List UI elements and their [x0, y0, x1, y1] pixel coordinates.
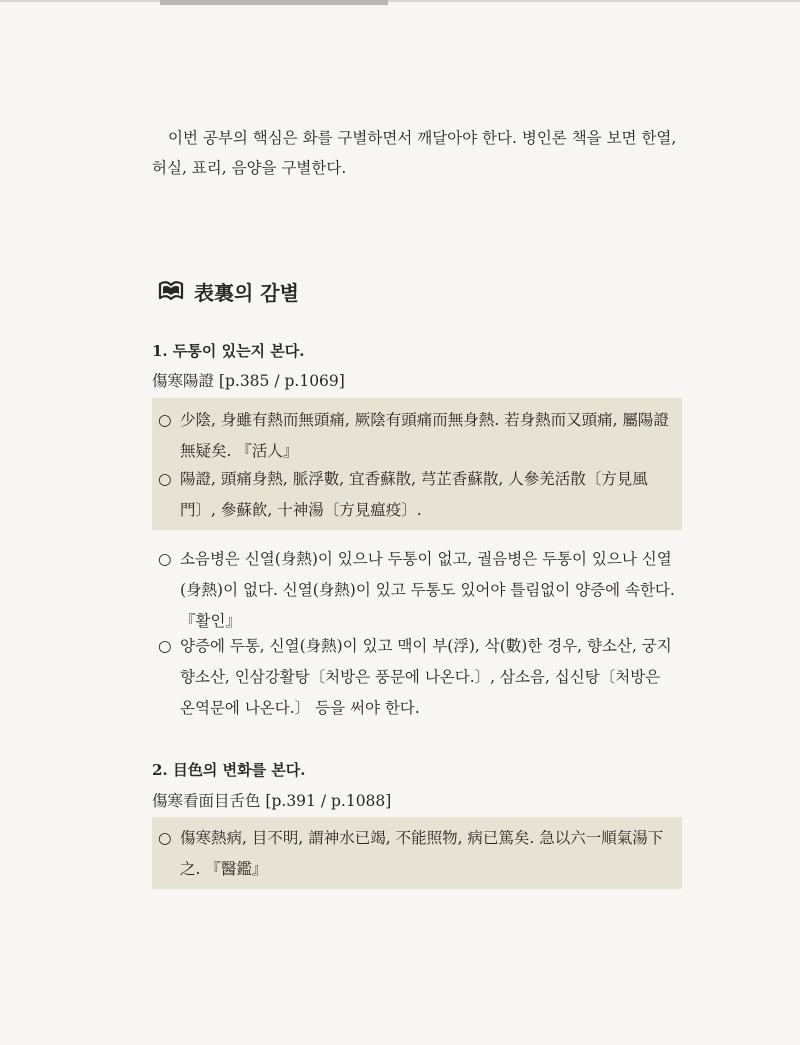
- scan-edge-line: [0, 0, 800, 2]
- translation-item: [158, 631, 678, 724]
- intro-paragraph: 이번 공부의 핵심은 화를 구별하면서 깨달아야 한다. 병인론 책을 보면 한열, 허실, 표리, 음양을 구별한다.: [152, 129, 677, 177]
- section-title-text: 表裏의 감별: [194, 280, 299, 305]
- bullet-marker: ○: [158, 829, 172, 847]
- translation-item: [158, 544, 678, 637]
- quote-text: 少陰, 身雖有熱而無頭痛, 厥陰有頭痛而無身熱. 若身熱而又頭痛, 屬陽證無疑矣. 『活人』: [180, 411, 669, 460]
- translation-text: 양증에 두통, 신열(身熱)이 있고 맥이 부(浮), 삭(數)한 경우, 향소산, 궁지향소산, 인삼강활탕〔처방은 풍문에 나온다.〕, 삼소음, 십신탕〔처방은 온역문에 나온다.〕 등을 써야 한다.: [180, 637, 672, 717]
- quote-text: 陽證, 頭痛身熱, 脈浮數, 宜香蘇散, 芎芷香蘇散, 人參羌活散〔方見風門〕, 參蘇飮, 十神湯〔方見瘟疫〕.: [180, 470, 648, 519]
- translation-text: 소음병은 신열(身熱)이 있으나 두통이 없고, 궐음병은 두통이 있으나 신열(身熱)이 없다. 신열(身熱)이 있고 두통도 있어야 틀림없이 양증에 속한다. 『활인』: [180, 550, 675, 630]
- section-title: [158, 276, 299, 306]
- book-icon: [158, 280, 184, 302]
- bullet-marker: ○: [158, 411, 172, 429]
- bullet-marker: ○: [158, 637, 172, 655]
- quote-item: [158, 823, 678, 885]
- section-1-heading: 1. 두통이 있는지 본다.: [152, 342, 305, 360]
- scan-edge-tab: [160, 0, 388, 5]
- bullet-marker: ○: [158, 550, 172, 568]
- quote-text: 傷寒熱病, 目不明, 謂神水已竭, 不能照物, 病已篤矣. 急以六一順氣湯下之. 『醫鑑』: [180, 829, 664, 878]
- section-2-source: 傷寒看面目舌色 [p.391 / p.1088]: [152, 792, 392, 810]
- section-1-source: 傷寒陽證 [p.385 / p.1069]: [152, 372, 345, 390]
- quote-item: [158, 464, 678, 526]
- section-2-heading: 2. 目色의 변화를 본다.: [152, 761, 306, 779]
- quote-item: [158, 405, 678, 467]
- bullet-marker: ○: [158, 470, 172, 488]
